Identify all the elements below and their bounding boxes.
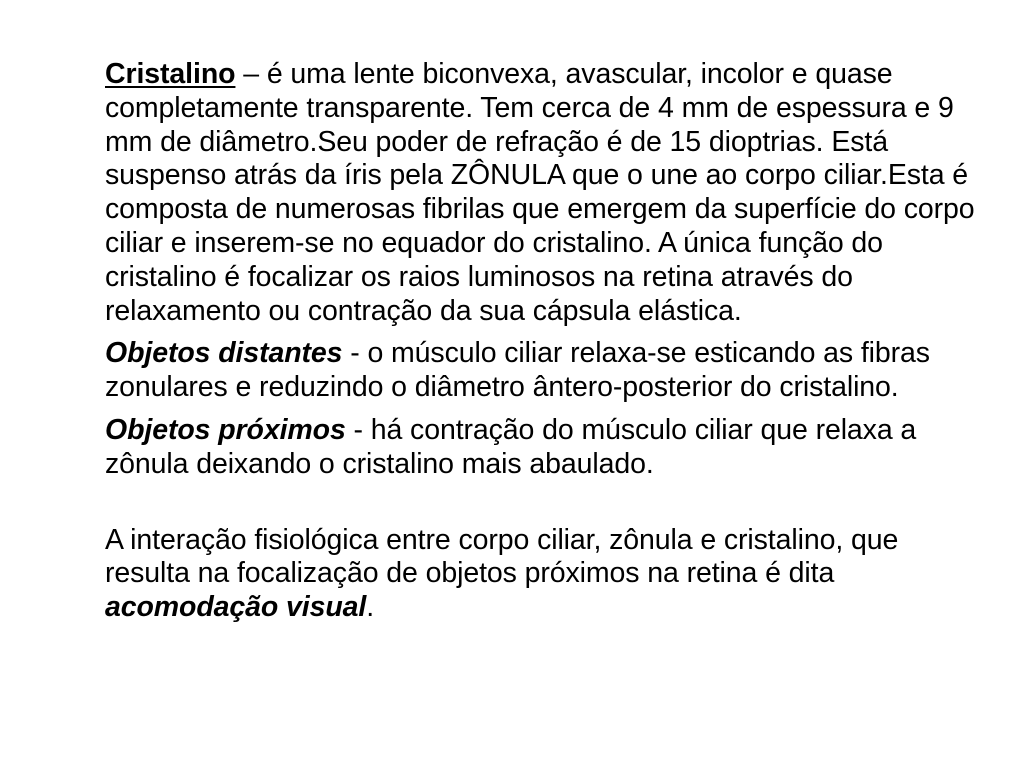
paragraph-objetos-proximos [105,414,985,482]
slide-body [105,58,985,625]
acomodacao-period: . [366,591,375,624]
acomodacao-description: A interação fisiológica entre corpo ciliar, zônula e cristalino, que resulta na focalização de objetos próximos na retina é dita [105,523,899,590]
term-acomodacao-visual: acomodação visual [105,591,367,624]
cristalino-description: – é uma lente biconvexa, avascular, incolor e quase completamente transparente. Tem cerca de 4 mm de espessura e 9 mm de diâmetro.Seu poder de refração é de 15 dioptrias. Está suspenso atrás da íris pela ZÔNULA que o une ao corpo ciliar.Esta é composta de numerosas fibrilas que emergem da superfície do corpo ciliar e inserem-se no equador do cristalino. A única função do cristalino é focalizar os raios luminosos na retina através do relaxamento ou contração da sua cápsula elástica. [105,58,975,327]
term-cristalino: Cristalino [105,58,236,90]
objetos-distantes-description: - o músculo ciliar relaxa-se esticando as fibras zonulares e reduzindo o diâmetro ântero-posterior do cristalino. [105,337,930,404]
paragraph-cristalino [105,58,985,328]
term-objetos-proximos: Objetos próximos [105,413,346,446]
term-objetos-distantes: Objetos distantes [105,337,343,370]
paragraph-acomodacao [105,524,985,625]
paragraph-objetos-distantes [105,337,985,405]
objetos-proximos-description: - há contração do músculo ciliar que relaxa a zônula deixando o cristalino mais abaulado. [105,413,917,480]
